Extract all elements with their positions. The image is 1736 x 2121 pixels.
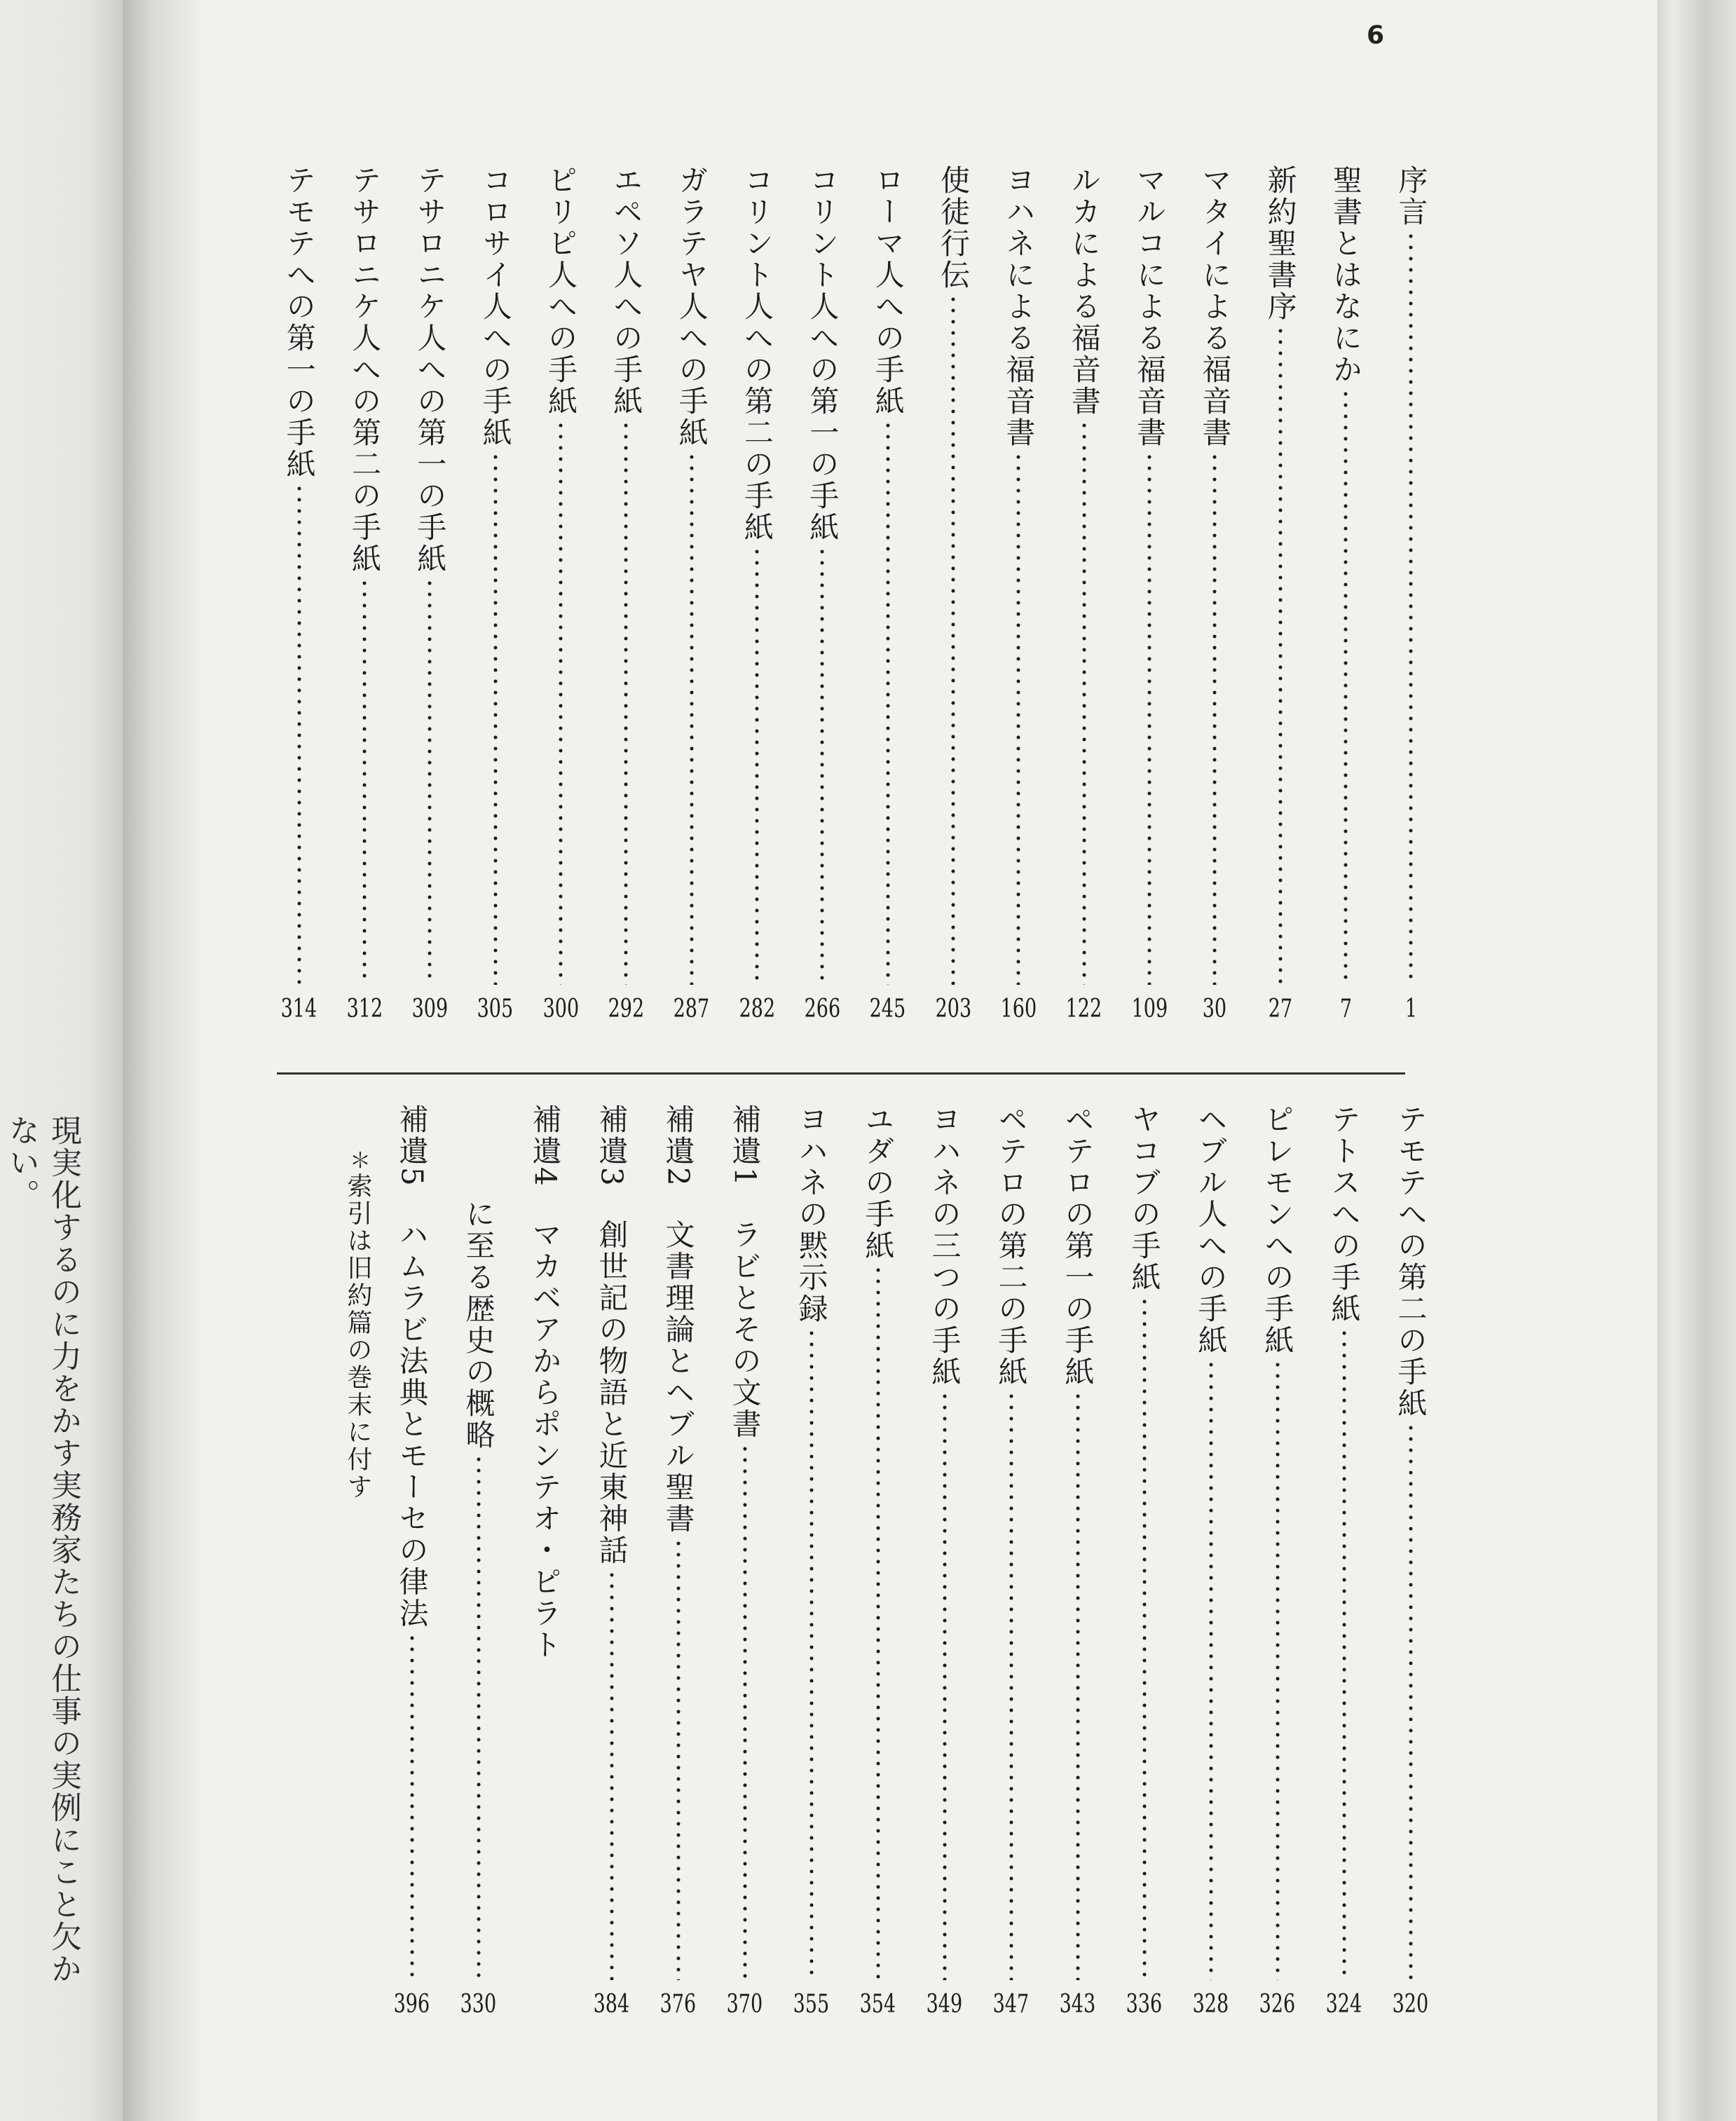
toc-dot-leader <box>559 420 563 985</box>
toc-entry-page: 326 <box>1259 1990 1296 2019</box>
toc-dot-leader <box>809 1328 814 1980</box>
toc-entry <box>1111 1104 1177 2022</box>
toc-entry-title: エペソ人への手紙 <box>609 165 644 417</box>
toc-entry <box>1244 1104 1311 2022</box>
toc-dot-leader <box>1009 1391 1013 1980</box>
toc-dot-leader <box>1342 1328 1346 1980</box>
toc-entry-page: 30 <box>1203 995 1227 1023</box>
toc-entry-title: ユダの手紙 <box>861 1104 896 1262</box>
toc-entry <box>1177 1104 1244 2022</box>
toc-entry <box>445 1104 512 2022</box>
toc-entry-page: 160 <box>1000 995 1037 1023</box>
toc-entry-page: 347 <box>992 1990 1030 2019</box>
toc-entry <box>659 165 724 1027</box>
toc-entry <box>1248 165 1313 1027</box>
toc-entry-title: 使徒行伝 <box>936 165 971 291</box>
toc-entry-title: 補遺4 マカベアからポンテオ・ピラト <box>528 1104 563 1661</box>
toc-entry-page: 309 <box>411 995 449 1023</box>
left-page-line-2: ない。 <box>4 1114 39 1211</box>
toc-entry-title: 補遺5 ハムラビ法典とモーセの律法 <box>395 1104 430 1630</box>
toc-entry-page: 336 <box>1126 1990 1163 2019</box>
toc-entry-title: テサロニケ人への第二の手紙 <box>348 165 383 575</box>
toc-lower-section <box>378 1104 1444 2022</box>
page-edge <box>1658 0 1736 2121</box>
toc-entry <box>594 165 659 1027</box>
toc-entry-title: ヨハネによる福音書 <box>1002 165 1037 449</box>
toc-entry-page: 312 <box>346 995 383 1023</box>
toc-entry-title: ヘブル人への手紙 <box>1194 1104 1229 1356</box>
toc-entry-title: 新約聖書序 <box>1263 165 1298 322</box>
toc-entry <box>1313 165 1378 1027</box>
toc-entry-page: 343 <box>1059 1990 1096 2019</box>
toc-entry-title: コリント人への第一の手紙 <box>805 165 840 543</box>
toc-dot-leader <box>1209 1359 1213 1980</box>
toc-entry-page: 314 <box>280 995 317 1023</box>
toc-entry <box>911 1104 978 2022</box>
toc-entry-title: ペテロの第一の手紙 <box>1060 1104 1095 1388</box>
toc-entry <box>645 1104 711 2022</box>
toc-upper-section <box>266 165 1444 1027</box>
toc-entry <box>1051 165 1116 1027</box>
toc-entry <box>1311 1104 1377 2022</box>
toc-entry-page: 203 <box>935 995 971 1023</box>
toc-dot-leader <box>743 1443 747 1980</box>
toc-entry <box>397 165 463 1027</box>
book-gutter <box>123 0 200 2121</box>
toc-entry-title: ローマ人への手紙 <box>870 165 905 417</box>
toc-entry <box>1377 1104 1444 2022</box>
toc-entry-title: テモテへの第二の手紙 <box>1393 1104 1428 1419</box>
toc-entry-page: 328 <box>1192 1990 1229 2019</box>
toc-dot-leader <box>820 546 824 985</box>
toc-lower-list <box>378 1104 1444 2022</box>
toc-dot-leader <box>362 578 367 985</box>
toc-dot-leader <box>876 1264 880 1980</box>
toc-entry-title: ピリピ人への手紙 <box>544 165 579 417</box>
toc-dot-leader <box>610 1569 614 1980</box>
toc-dot-leader <box>676 1538 681 1980</box>
toc-entry <box>778 1104 845 2022</box>
toc-dot-leader <box>1409 231 1413 985</box>
toc-entry-title: 補遺2 文書理論とヘブル聖書 <box>661 1104 696 1535</box>
toc-dot-leader <box>297 483 301 985</box>
toc-entry <box>332 165 397 1027</box>
toc-entry <box>1182 165 1248 1027</box>
toc-entry-title: 序言 <box>1394 165 1429 228</box>
toc-entry-page: 330 <box>460 1990 497 2019</box>
section-divider <box>277 1072 1405 1075</box>
toc-entry-page: 376 <box>659 1990 697 2019</box>
toc-entry-title: コリント人への第二の手紙 <box>740 165 775 543</box>
toc-entry <box>512 1104 578 2022</box>
toc-dot-leader <box>410 1632 414 1980</box>
left-page <box>0 0 123 2121</box>
toc-entry-title: 聖書とはなにか <box>1329 165 1363 386</box>
toc-entry-title: テモテへの第一の手紙 <box>282 165 317 480</box>
toc-entry-page: 282 <box>739 995 775 1023</box>
toc-entry-title: ガラテヤ人への手紙 <box>674 165 709 449</box>
toc-entry-title: コロサイ人への手紙 <box>478 165 513 449</box>
toc-entry <box>978 1104 1044 2022</box>
toc-dot-leader <box>1147 451 1151 985</box>
toc-entry <box>920 165 985 1027</box>
toc-dot-leader <box>951 294 955 985</box>
toc-entry-title: テサロニケ人への第一の手紙 <box>413 165 448 575</box>
toc-entry-page: 122 <box>1065 995 1102 1023</box>
page-number: 6 <box>1367 21 1385 50</box>
toc-dot-leader <box>477 1454 481 1980</box>
toc-dot-leader <box>690 451 694 985</box>
toc-entry-page: 354 <box>859 1990 896 2019</box>
toc-dot-leader <box>1016 451 1020 985</box>
toc-dot-leader <box>1142 1296 1147 1980</box>
toc-dot-leader <box>428 578 432 985</box>
toc-entry-page: 109 <box>1131 995 1168 1023</box>
toc-entry <box>790 165 855 1027</box>
toc-dot-leader <box>1344 388 1348 985</box>
toc-entry-title: ヨハネの三つの手紙 <box>927 1104 962 1388</box>
toc-entry <box>528 165 593 1027</box>
toc-entry <box>1044 1104 1111 2022</box>
toc-entry-page: 355 <box>793 1990 830 2019</box>
toc-entry <box>378 1104 445 2022</box>
toc-entry-title: ピレモンへの手紙 <box>1260 1104 1295 1356</box>
toc-entry <box>986 165 1051 1027</box>
toc-entry <box>855 165 920 1027</box>
toc-dot-leader <box>493 451 498 985</box>
toc-entry-page: 324 <box>1325 1990 1362 2019</box>
toc-entry <box>578 1104 645 2022</box>
toc-entry-title: マルコによる福音書 <box>1133 165 1168 449</box>
toc-entry <box>724 165 789 1027</box>
toc-entry-page: 305 <box>477 995 514 1023</box>
index-footnote <box>342 1150 373 1501</box>
toc-dot-leader <box>624 420 628 985</box>
toc-entry-page: 320 <box>1392 1990 1429 2019</box>
toc-entry-page: 384 <box>593 1990 630 2019</box>
toc-entry <box>463 165 528 1027</box>
footnote-text: 索引は旧約篇の巻末に付す <box>343 1173 372 1501</box>
toc-entry-title: ペテロの第二の手紙 <box>994 1104 1029 1388</box>
toc-entry-title: ルカによる福音書 <box>1067 165 1102 417</box>
toc-entry <box>711 1104 778 2022</box>
toc-entry-page: 1 <box>1404 995 1417 1023</box>
toc-upper-list <box>266 165 1444 1027</box>
toc-entry-page: 27 <box>1268 995 1292 1023</box>
toc-dot-leader <box>1076 1391 1080 1980</box>
toc-entry-title: マタイによる福音書 <box>1198 165 1233 449</box>
toc-entry-title: ヨハネの黙示録 <box>794 1104 829 1325</box>
toc-dot-leader <box>1409 1422 1413 1980</box>
toc-entry <box>845 1104 911 2022</box>
toc-entry-page: 370 <box>726 1990 763 2019</box>
toc-entry-title: に至る歴史の概略 <box>461 1104 496 1451</box>
toc-entry-page: 287 <box>673 995 710 1023</box>
toc-entry-title: テトスへの手紙 <box>1327 1104 1362 1325</box>
toc-entry-title: 補遺3 創世記の物語と近東神話 <box>594 1104 629 1567</box>
toc-entry <box>266 165 332 1027</box>
toc-entry-page: 396 <box>393 1990 430 2019</box>
toc-dot-leader <box>886 420 890 985</box>
toc-dot-leader <box>1278 325 1283 985</box>
toc-dot-leader <box>1082 420 1086 985</box>
toc-entry-page: 7 <box>1339 995 1352 1023</box>
toc-entry <box>1116 165 1182 1027</box>
footnote-mark: ＊ <box>346 1150 370 1173</box>
toc-entry-page: 266 <box>804 995 841 1023</box>
toc-entry-page: 245 <box>869 995 906 1023</box>
toc-entry-page: 349 <box>926 1990 963 2019</box>
left-page-line-1: 現実化するのに力をかす実務家たちの仕事の実例にこと欠か <box>46 1114 81 1985</box>
toc-entry-page: 300 <box>542 995 579 1023</box>
toc-dot-leader <box>943 1391 947 1980</box>
toc-entry <box>1379 165 1444 1027</box>
toc-dot-leader <box>1276 1359 1280 1980</box>
toc-entry-title: ヤコブの手紙 <box>1127 1104 1162 1293</box>
toc-entry-page: 292 <box>608 995 645 1023</box>
toc-dot-leader <box>1212 451 1217 985</box>
toc-dot-leader <box>755 546 759 985</box>
toc-entry-title: 補遺1 ラビとその文書 <box>727 1104 763 1440</box>
